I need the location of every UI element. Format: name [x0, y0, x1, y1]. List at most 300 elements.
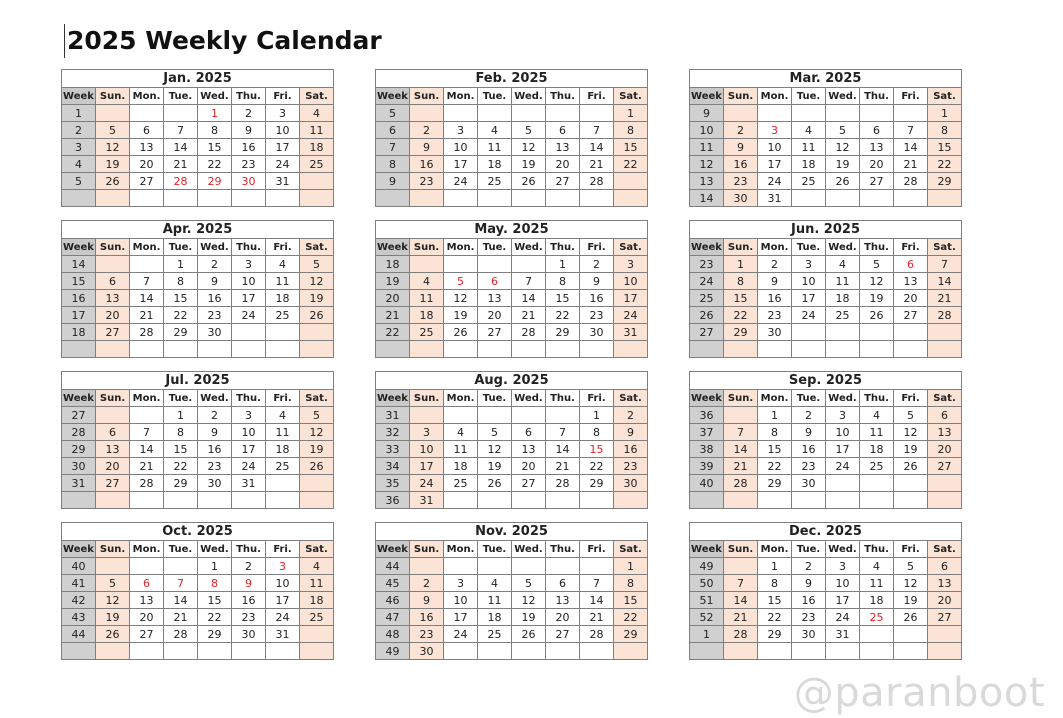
day-cell: 22	[614, 609, 648, 626]
day-cell: 15	[724, 290, 758, 307]
week-number-cell	[62, 643, 96, 660]
day-cell	[478, 190, 512, 207]
day-cell: 8	[164, 273, 198, 290]
week-row	[690, 341, 962, 358]
day-cell: 20	[860, 156, 894, 173]
day-cell: 28	[928, 307, 962, 324]
day-cell: 10	[266, 122, 300, 139]
day-cell	[96, 190, 130, 207]
day-cell: 27	[96, 324, 130, 341]
day-cell	[96, 407, 130, 424]
day-cell	[130, 492, 164, 509]
day-cell: 17	[444, 156, 478, 173]
day-cell: 6	[928, 407, 962, 424]
week-number-cell	[62, 341, 96, 358]
week-row	[62, 341, 334, 358]
day-cell: 25	[792, 173, 826, 190]
day-cell	[300, 190, 334, 207]
day-cell: 10	[826, 424, 860, 441]
day-cell: 18	[444, 458, 478, 475]
day-cell: 6	[96, 273, 130, 290]
week-row	[62, 122, 334, 139]
day-cell: 24	[826, 609, 860, 626]
day-cell: 6	[130, 575, 164, 592]
day-cell: 19	[96, 156, 130, 173]
day-header: Sat.	[928, 239, 962, 256]
week-number-cell: 23	[690, 256, 724, 273]
day-cell: 29	[198, 626, 232, 643]
week-number-cell: 50	[690, 575, 724, 592]
week-row	[62, 424, 334, 441]
week-row	[62, 156, 334, 173]
month-title: Apr. 2025	[62, 221, 334, 239]
day-cell: 27	[478, 324, 512, 341]
day-cell: 12	[300, 424, 334, 441]
day-cell	[546, 643, 580, 660]
day-cell: 12	[300, 273, 334, 290]
week-row	[62, 475, 334, 492]
day-cell	[894, 324, 928, 341]
day-cell: 15	[164, 290, 198, 307]
week-number-cell: 17	[62, 307, 96, 324]
day-cell	[512, 643, 546, 660]
day-cell	[580, 190, 614, 207]
day-cell: 16	[758, 290, 792, 307]
day-cell: 9	[614, 424, 648, 441]
week-row	[376, 190, 648, 207]
day-cell: 24	[444, 626, 478, 643]
day-cell	[724, 643, 758, 660]
day-cell: 29	[580, 475, 614, 492]
day-cell: 7	[580, 122, 614, 139]
day-cell: 29	[928, 173, 962, 190]
day-header: Thu.	[546, 541, 580, 558]
week-row	[690, 492, 962, 509]
day-cell: 28	[512, 324, 546, 341]
week-row	[62, 492, 334, 509]
day-header: Thu.	[860, 239, 894, 256]
day-cell	[792, 324, 826, 341]
day-cell: 22	[198, 609, 232, 626]
day-cell: 28	[164, 626, 198, 643]
day-cell	[894, 643, 928, 660]
day-cell: 16	[198, 441, 232, 458]
week-row	[376, 173, 648, 190]
week-number-cell	[62, 190, 96, 207]
day-cell: 6	[860, 122, 894, 139]
week-row	[690, 609, 962, 626]
day-cell: 11	[444, 441, 478, 458]
day-cell: 25	[826, 307, 860, 324]
day-cell: 24	[758, 173, 792, 190]
week-number-cell: 5	[376, 105, 410, 122]
month-title: Feb. 2025	[376, 70, 648, 88]
day-cell: 18	[266, 290, 300, 307]
week-row	[690, 273, 962, 290]
day-cell	[512, 407, 546, 424]
day-cell: 20	[928, 441, 962, 458]
day-cell	[96, 256, 130, 273]
day-cell: 30	[198, 475, 232, 492]
day-header: Fri.	[266, 390, 300, 407]
day-cell: 2	[232, 558, 266, 575]
day-cell	[724, 105, 758, 122]
day-cell: 28	[546, 475, 580, 492]
day-header: Thu.	[546, 390, 580, 407]
day-cell	[792, 643, 826, 660]
day-cell: 13	[130, 592, 164, 609]
day-cell: 5	[826, 122, 860, 139]
day-cell: 29	[758, 626, 792, 643]
day-cell	[826, 105, 860, 122]
day-cell: 10	[444, 592, 478, 609]
day-cell: 2	[580, 256, 614, 273]
day-cell	[96, 492, 130, 509]
day-header: Mon.	[444, 390, 478, 407]
day-header: Tue.	[164, 390, 198, 407]
week-row	[376, 609, 648, 626]
week-row	[376, 458, 648, 475]
week-number-cell: 47	[376, 609, 410, 626]
day-cell: 2	[758, 256, 792, 273]
day-cell: 6	[546, 122, 580, 139]
day-cell	[928, 190, 962, 207]
day-cell: 26	[894, 458, 928, 475]
day-header: Mon.	[130, 239, 164, 256]
day-header: Thu.	[232, 390, 266, 407]
day-cell	[478, 407, 512, 424]
week-row	[62, 273, 334, 290]
day-cell: 9	[410, 592, 444, 609]
day-cell: 21	[724, 609, 758, 626]
week-number-cell: 41	[62, 575, 96, 592]
week-row	[62, 407, 334, 424]
day-cell: 9	[232, 575, 266, 592]
day-cell	[614, 341, 648, 358]
day-cell	[860, 341, 894, 358]
week-number-cell: 29	[62, 441, 96, 458]
day-header: Sat.	[928, 88, 962, 105]
day-cell	[860, 492, 894, 509]
day-cell	[232, 341, 266, 358]
day-cell: 20	[130, 609, 164, 626]
day-header: Mon.	[758, 541, 792, 558]
day-cell: 8	[614, 122, 648, 139]
day-cell	[758, 492, 792, 509]
watermark: @paranboot	[793, 670, 1045, 716]
day-cell: 11	[478, 592, 512, 609]
day-cell: 22	[546, 307, 580, 324]
day-cell: 10	[410, 441, 444, 458]
day-cell	[266, 643, 300, 660]
day-cell	[444, 407, 478, 424]
week-number-cell: 12	[690, 156, 724, 173]
day-cell: 29	[198, 173, 232, 190]
day-cell: 18	[860, 592, 894, 609]
day-cell: 12	[444, 290, 478, 307]
day-cell: 22	[580, 458, 614, 475]
day-cell: 29	[724, 324, 758, 341]
day-cell	[928, 643, 962, 660]
week-row	[690, 475, 962, 492]
day-cell: 18	[860, 441, 894, 458]
day-cell	[478, 492, 512, 509]
day-cell	[894, 341, 928, 358]
day-cell: 20	[96, 458, 130, 475]
day-cell: 20	[512, 458, 546, 475]
day-header: Wed.	[198, 541, 232, 558]
day-cell: 6	[512, 424, 546, 441]
week-number-cell: 39	[690, 458, 724, 475]
week-number-cell: 35	[376, 475, 410, 492]
day-cell: 31	[826, 626, 860, 643]
day-cell: 28	[130, 324, 164, 341]
day-cell: 7	[546, 424, 580, 441]
day-cell	[198, 341, 232, 358]
day-cell: 9	[232, 122, 266, 139]
day-cell: 3	[614, 256, 648, 273]
week-header: Week	[690, 541, 724, 558]
day-header: Tue.	[164, 88, 198, 105]
week-number-cell: 9	[690, 105, 724, 122]
day-cell: 12	[826, 139, 860, 156]
day-cell: 22	[198, 156, 232, 173]
day-cell	[894, 626, 928, 643]
week-header: Week	[62, 541, 96, 558]
day-cell: 23	[724, 173, 758, 190]
day-cell: 27	[894, 307, 928, 324]
day-header: Tue.	[164, 541, 198, 558]
day-cell	[164, 643, 198, 660]
day-cell: 18	[300, 592, 334, 609]
day-cell: 23	[792, 609, 826, 626]
day-cell: 25	[860, 609, 894, 626]
day-cell: 23	[792, 458, 826, 475]
day-cell	[300, 173, 334, 190]
day-cell: 28	[724, 475, 758, 492]
month-calendar	[375, 220, 648, 358]
day-cell	[758, 105, 792, 122]
day-cell: 8	[164, 424, 198, 441]
day-header: Sun.	[724, 239, 758, 256]
week-number-cell: 26	[690, 307, 724, 324]
day-cell: 26	[512, 626, 546, 643]
page-title: 2025 Weekly Calendar	[67, 26, 382, 55]
day-cell	[300, 626, 334, 643]
month-calendar	[375, 522, 648, 660]
day-cell: 17	[266, 139, 300, 156]
day-cell: 27	[130, 626, 164, 643]
day-cell: 7	[130, 273, 164, 290]
month-calendar	[689, 220, 962, 358]
week-number-cell: 52	[690, 609, 724, 626]
day-cell: 26	[444, 324, 478, 341]
day-cell: 22	[614, 156, 648, 173]
day-cell: 14	[164, 592, 198, 609]
day-cell: 12	[96, 139, 130, 156]
day-header: Mon.	[444, 88, 478, 105]
day-cell: 23	[410, 173, 444, 190]
day-cell: 5	[300, 256, 334, 273]
day-cell: 4	[860, 558, 894, 575]
day-cell: 13	[512, 441, 546, 458]
day-header: Wed.	[826, 390, 860, 407]
day-cell: 20	[478, 307, 512, 324]
day-cell: 12	[894, 575, 928, 592]
day-header: Sun.	[410, 239, 444, 256]
day-header: Tue.	[478, 239, 512, 256]
month-calendar	[689, 522, 962, 660]
day-cell: 20	[546, 609, 580, 626]
week-number-cell: 34	[376, 458, 410, 475]
day-cell	[410, 558, 444, 575]
week-row	[62, 190, 334, 207]
day-cell: 1	[928, 105, 962, 122]
day-cell: 18	[410, 307, 444, 324]
day-cell: 9	[792, 575, 826, 592]
day-cell	[758, 341, 792, 358]
day-cell	[792, 105, 826, 122]
week-number-cell: 40	[690, 475, 724, 492]
month-calendar	[375, 69, 648, 207]
week-number-cell: 1	[690, 626, 724, 643]
day-cell: 22	[758, 609, 792, 626]
day-cell: 21	[164, 609, 198, 626]
day-cell: 15	[198, 139, 232, 156]
day-cell: 22	[928, 156, 962, 173]
day-cell: 19	[444, 307, 478, 324]
day-cell: 17	[410, 458, 444, 475]
day-cell: 25	[410, 324, 444, 341]
day-cell: 23	[580, 307, 614, 324]
week-number-cell: 13	[690, 173, 724, 190]
day-cell: 8	[580, 424, 614, 441]
day-cell: 26	[512, 173, 546, 190]
day-header: Tue.	[792, 88, 826, 105]
day-cell: 17	[614, 290, 648, 307]
day-header: Thu.	[546, 88, 580, 105]
day-cell: 9	[198, 424, 232, 441]
week-row	[376, 441, 648, 458]
week-row	[690, 441, 962, 458]
week-number-cell: 27	[690, 324, 724, 341]
day-cell: 13	[96, 290, 130, 307]
day-cell: 14	[164, 139, 198, 156]
day-cell: 26	[478, 475, 512, 492]
day-cell: 14	[724, 592, 758, 609]
week-row	[62, 324, 334, 341]
day-cell: 19	[826, 156, 860, 173]
day-cell: 18	[266, 441, 300, 458]
week-number-cell: 46	[376, 592, 410, 609]
week-number-cell	[690, 492, 724, 509]
week-header: Week	[62, 239, 96, 256]
day-cell	[164, 190, 198, 207]
day-cell: 31	[614, 324, 648, 341]
day-cell: 21	[894, 156, 928, 173]
day-cell	[758, 643, 792, 660]
month-calendar	[689, 69, 962, 207]
day-cell: 7	[164, 575, 198, 592]
day-cell: 13	[928, 575, 962, 592]
day-header: Thu.	[546, 239, 580, 256]
month-calendar	[375, 371, 648, 509]
day-cell: 3	[444, 122, 478, 139]
day-cell: 5	[894, 407, 928, 424]
day-header: Wed.	[198, 390, 232, 407]
week-row	[376, 626, 648, 643]
week-number-cell: 18	[62, 324, 96, 341]
month-title: Mar. 2025	[690, 70, 962, 88]
day-header: Sun.	[724, 390, 758, 407]
week-row	[376, 643, 648, 660]
day-cell	[546, 341, 580, 358]
day-cell: 22	[164, 307, 198, 324]
day-cell: 4	[478, 122, 512, 139]
day-header: Wed.	[198, 239, 232, 256]
day-cell: 15	[546, 290, 580, 307]
week-number-cell: 42	[62, 592, 96, 609]
day-cell: 2	[410, 575, 444, 592]
day-cell: 31	[758, 190, 792, 207]
day-cell: 13	[478, 290, 512, 307]
day-cell: 26	[826, 173, 860, 190]
day-cell: 3	[444, 575, 478, 592]
day-cell: 1	[758, 407, 792, 424]
day-cell: 21	[130, 458, 164, 475]
day-cell: 8	[758, 424, 792, 441]
day-cell: 28	[580, 626, 614, 643]
day-cell	[928, 492, 962, 509]
day-cell: 1	[614, 558, 648, 575]
week-row	[690, 575, 962, 592]
week-row	[62, 307, 334, 324]
day-cell: 23	[232, 156, 266, 173]
week-row	[690, 643, 962, 660]
day-header: Tue.	[164, 239, 198, 256]
week-row	[376, 122, 648, 139]
day-header: Wed.	[512, 390, 546, 407]
week-row	[62, 173, 334, 190]
week-number-cell: 45	[376, 575, 410, 592]
day-cell: 27	[546, 173, 580, 190]
day-cell: 5	[96, 122, 130, 139]
day-cell: 14	[546, 441, 580, 458]
week-row	[690, 156, 962, 173]
day-header: Fri.	[894, 390, 928, 407]
day-cell: 10	[232, 273, 266, 290]
day-cell	[266, 492, 300, 509]
day-header: Sun.	[724, 88, 758, 105]
day-cell	[894, 190, 928, 207]
week-row	[376, 475, 648, 492]
day-header: Fri.	[266, 88, 300, 105]
day-cell: 2	[792, 407, 826, 424]
week-number-cell: 43	[62, 609, 96, 626]
week-row	[376, 324, 648, 341]
day-cell: 14	[580, 592, 614, 609]
day-header: Sat.	[614, 239, 648, 256]
day-cell: 28	[894, 173, 928, 190]
day-cell	[512, 558, 546, 575]
day-cell	[96, 558, 130, 575]
day-cell: 8	[198, 122, 232, 139]
day-header: Sat.	[300, 541, 334, 558]
day-cell: 4	[826, 256, 860, 273]
day-cell: 12	[512, 139, 546, 156]
month-calendar	[61, 371, 334, 509]
week-number-cell	[376, 190, 410, 207]
